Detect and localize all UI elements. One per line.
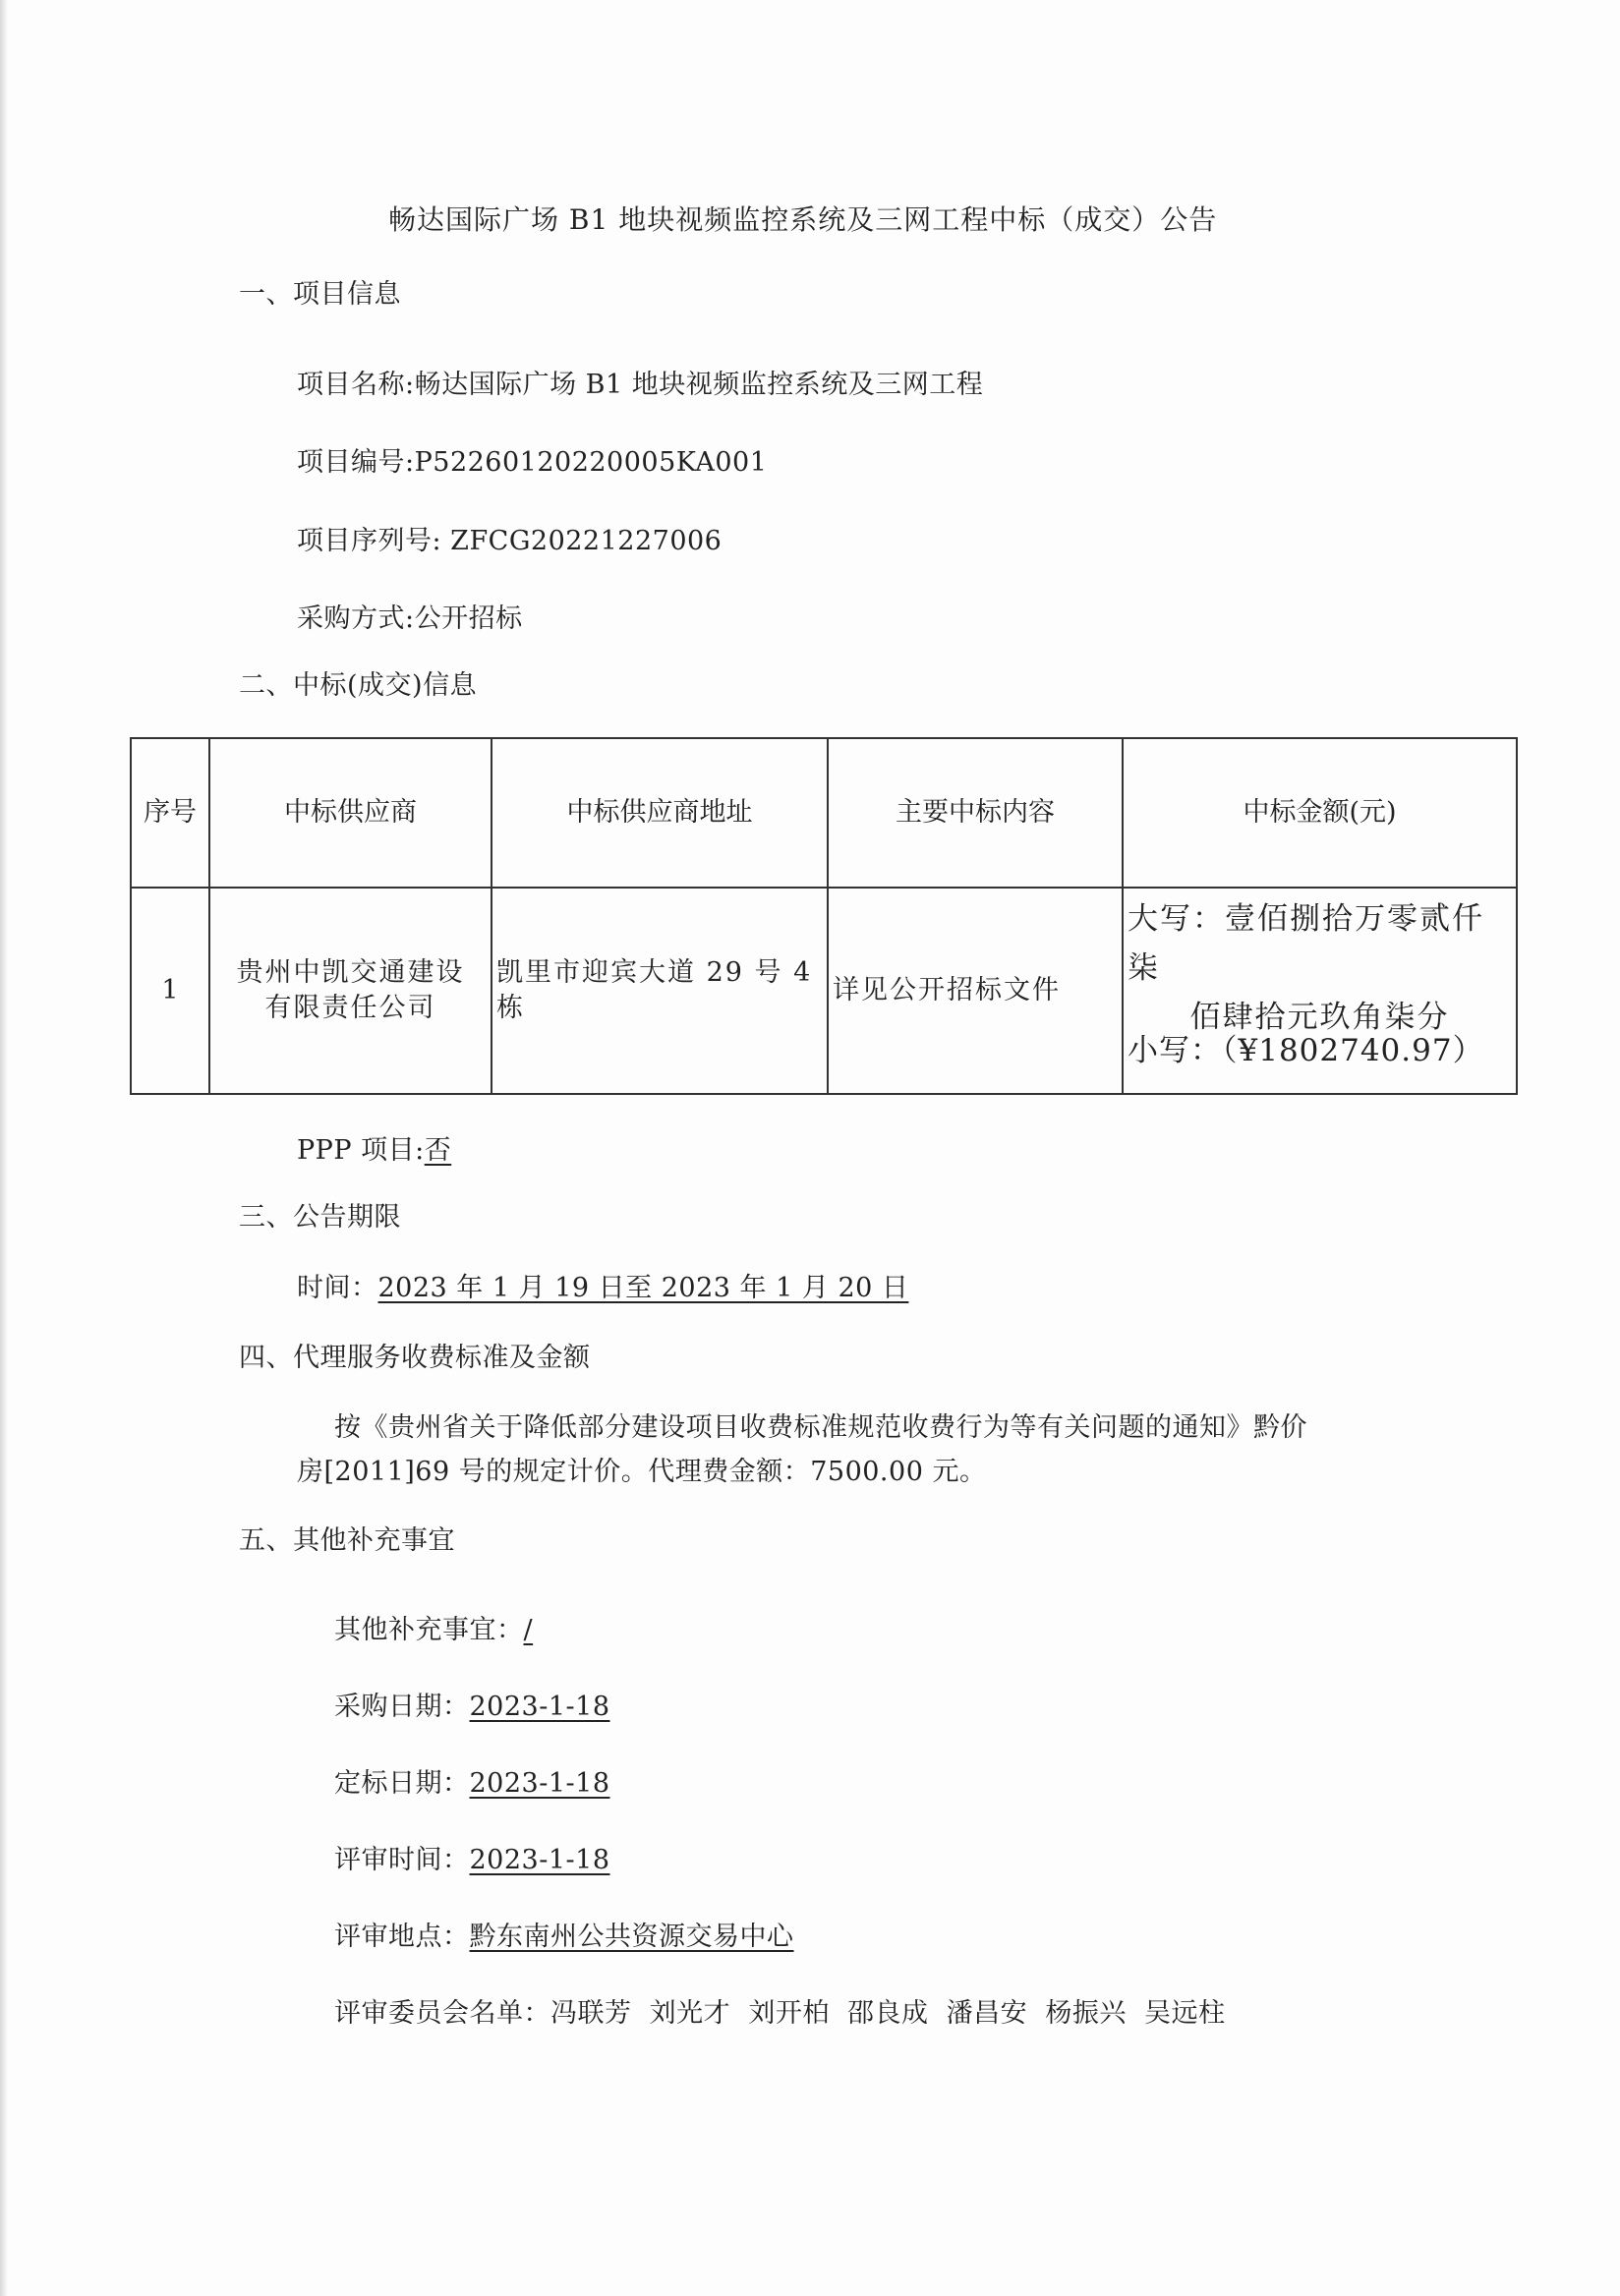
cell-address bbox=[492, 888, 828, 1094]
scan-edge-shadow bbox=[0, 0, 8, 2296]
committee-value: 冯联芳 刘光才 刘开柏 邵良成 潘昌安 杨振兴 吴远柱 bbox=[550, 1998, 1226, 2029]
amount-upper-line-2: 佰肆拾元玖角柒分 bbox=[1189, 1000, 1450, 1035]
supplier-line-2: 有限责任公司 bbox=[264, 993, 436, 1023]
award-table-header-row bbox=[131, 738, 1517, 888]
committee-label: 评审委员会名单： bbox=[334, 1998, 550, 2029]
fee-text-line-2: 房[2011]69 号的规定计价。代理费金额：7500.00 元。 bbox=[297, 1457, 987, 1487]
ppp-line bbox=[297, 1133, 451, 1169]
fee-text-line-1: 按《贵州省关于降低部分建设项目收费标准规范收费行为等有关问题的通知》黔价 bbox=[334, 1412, 1307, 1443]
notice-period bbox=[297, 1271, 908, 1306]
amount-lower: 小写：（¥1802740.97） bbox=[1128, 1033, 1484, 1068]
project-name: 项目名称:畅达国际广场 B1 地块视频监控系统及三网工程 bbox=[297, 370, 984, 400]
col-header-content: 主要中标内容 bbox=[828, 738, 1123, 888]
review-time bbox=[334, 1843, 610, 1878]
supplier-line-1: 贵州中凯交通建设 bbox=[236, 957, 465, 988]
award-date bbox=[334, 1766, 610, 1802]
col-header-supplier: 中标供应商 bbox=[209, 738, 492, 888]
cell-amount bbox=[1123, 888, 1517, 1094]
cell-content: 详见公开招标文件 bbox=[828, 888, 1123, 1094]
award-table bbox=[130, 737, 1518, 1095]
table-row bbox=[131, 888, 1517, 1094]
review-place bbox=[334, 1920, 794, 1955]
section-4-heading: 四、代理服务收费标准及金额 bbox=[239, 1343, 591, 1373]
other-label: 其他补充事宜： bbox=[334, 1615, 524, 1645]
purchase-date-value: 2023-1-18 bbox=[469, 1692, 610, 1722]
review-place-label: 评审地点： bbox=[334, 1922, 470, 1952]
section-5-heading: 五、其他补充事宜 bbox=[239, 1525, 455, 1556]
section-2-heading: 二、中标(成交)信息 bbox=[239, 670, 478, 701]
review-time-value: 2023-1-18 bbox=[469, 1845, 610, 1875]
time-label: 时间： bbox=[297, 1273, 378, 1303]
address-line-2: 栋 bbox=[496, 993, 525, 1023]
col-header-amount: 中标金额(元) bbox=[1123, 738, 1517, 888]
purchase-date bbox=[334, 1690, 610, 1725]
time-value: 2023 年 1 月 19 日至 2023 年 1 月 20 日 bbox=[377, 1273, 909, 1303]
project-serial: 项目序列号: ZFCG20221227006 bbox=[297, 526, 723, 556]
review-place-value: 黔东南州公共资源交易中心 bbox=[469, 1922, 794, 1952]
ppp-label: PPP 项目: bbox=[297, 1135, 425, 1166]
section-1-heading: 一、项目信息 bbox=[239, 279, 401, 310]
section-3-heading: 三、公告期限 bbox=[239, 1202, 401, 1233]
review-time-label: 评审时间： bbox=[334, 1845, 470, 1875]
col-header-index: 序号 bbox=[131, 738, 209, 888]
col-header-address: 中标供应商地址 bbox=[492, 738, 828, 888]
project-number: 项目编号:P52260120220005KA001 bbox=[297, 447, 768, 478]
review-committee bbox=[334, 1996, 1226, 2032]
award-date-label: 定标日期： bbox=[334, 1768, 470, 1799]
purchase-date-label: 采购日期： bbox=[334, 1692, 470, 1722]
ppp-value: 否 bbox=[424, 1135, 452, 1166]
document-title: 畅达国际广场 B1 地块视频监控系统及三网工程中标（成交）公告 bbox=[388, 203, 1218, 236]
procurement-method: 采购方式:公开招标 bbox=[297, 603, 523, 634]
other-value: / bbox=[523, 1615, 534, 1645]
cell-supplier bbox=[209, 888, 492, 1094]
other-matters bbox=[334, 1613, 533, 1648]
address-line-1: 凯里市迎宾大道 29 号 4 bbox=[496, 957, 813, 988]
amount-upper-line-1: 大写：壹佰捌拾万零贰仟柒 bbox=[1128, 901, 1484, 986]
cell-index: 1 bbox=[131, 888, 209, 1094]
award-date-value: 2023-1-18 bbox=[469, 1768, 610, 1799]
